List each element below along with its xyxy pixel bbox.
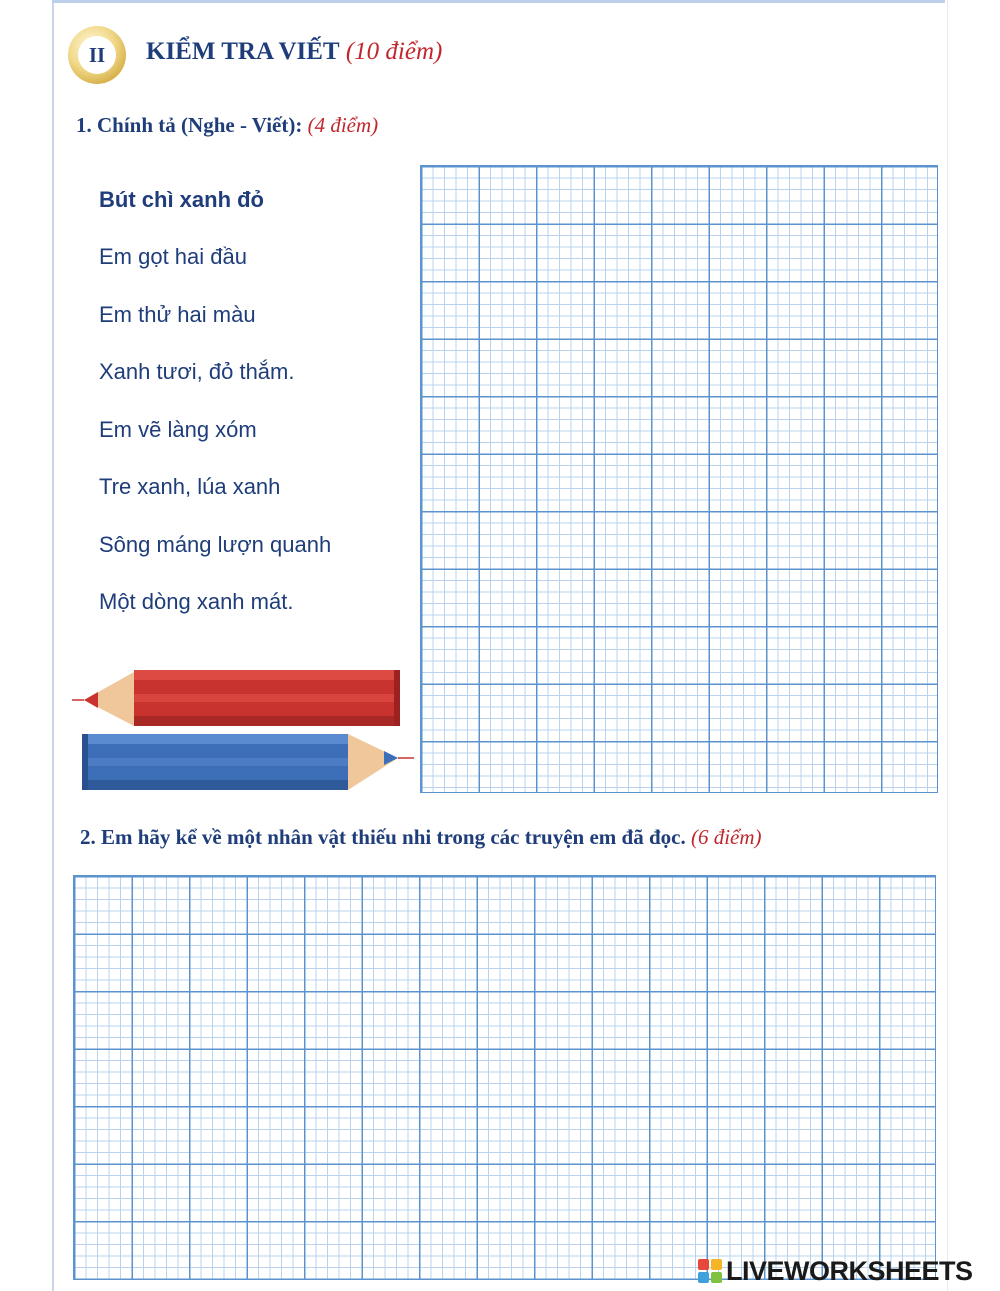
question-1-label: 1. Chính tả (Nghe - Viết):: [76, 113, 303, 137]
liveworksheets-logo-text: LIVEWORKSHEETS: [726, 1255, 973, 1286]
section-title: [146, 38, 442, 66]
liveworksheets-logo: [698, 1254, 998, 1288]
poem-line: Em gọt hai đầu: [99, 244, 247, 269]
poem-line: Tre xanh, lúa xanh: [99, 474, 281, 499]
poem-line: Sông máng lượn quanh: [99, 531, 332, 557]
question-1-title: [76, 113, 378, 138]
question-2-label: 2. Em hãy kể về một nhân vật thiếu nhi trong các truyện em đã đọc.: [80, 825, 686, 849]
liveworksheets-logo-icon: [698, 1259, 722, 1283]
page-top-border: [52, 0, 945, 3]
section-points: (10 điểm): [345, 38, 443, 65]
question-1-points: (4 điểm): [307, 113, 379, 137]
section-number: II: [78, 36, 116, 74]
red-pencil-icon: [72, 670, 400, 726]
question-2-title: [80, 825, 762, 850]
red-blue-pencils-icon: [72, 664, 422, 794]
poem-title: Bút chì xanh đỏ: [99, 187, 264, 212]
question-2-points: (6 điểm): [690, 825, 762, 849]
section-number-badge: [68, 26, 126, 84]
section-title-text: KIỂM TRA VIẾT: [146, 38, 340, 65]
poem-line: Em thử hai màu: [99, 301, 256, 327]
poem-line: Một dòng xanh mát.: [99, 589, 294, 614]
poem-line: Xanh tươi, đỏ thắm.: [99, 359, 295, 384]
writing-grid-narrative[interactable]: [73, 875, 936, 1280]
poem: [99, 185, 331, 645]
blue-pencil-icon: [82, 734, 414, 790]
poem-line: Em vẽ làng xóm: [99, 416, 257, 442]
writing-grid-dictation[interactable]: [420, 165, 938, 793]
